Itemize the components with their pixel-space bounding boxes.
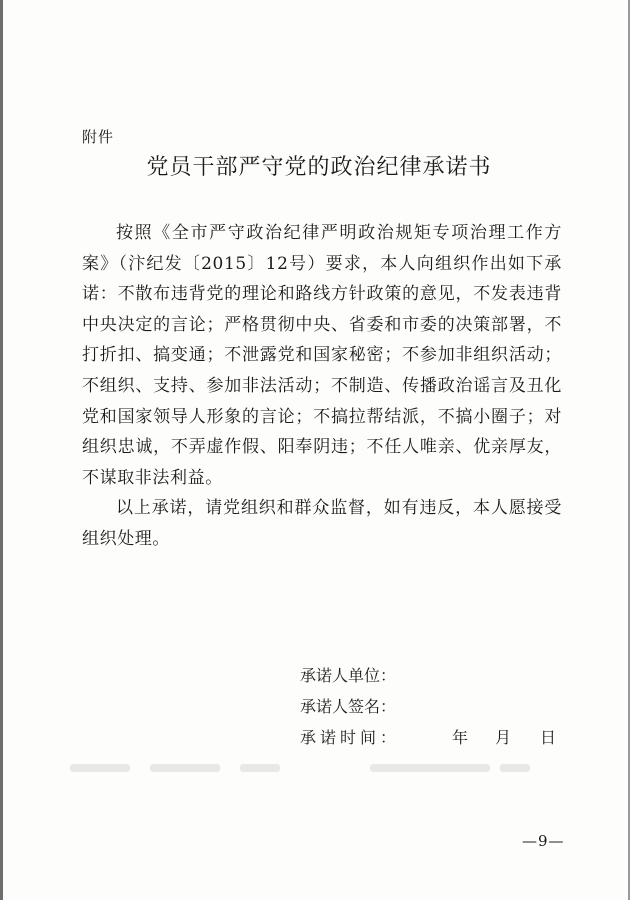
date-month-label: 月: [495, 728, 512, 747]
attachment-label: 附件: [82, 128, 115, 146]
signature-unit-label: 承诺人单位：: [300, 666, 397, 685]
signature-block: [300, 660, 557, 753]
signature-date-line: [300, 722, 557, 753]
page-number: —9—: [522, 832, 565, 850]
signature-date-label: 承诺时间：: [300, 728, 401, 747]
document-body: [82, 218, 562, 555]
body-paragraph-closing: 以上承诺，请党组织和群众监督，如有违反，本人愿接受组织处理。: [82, 498, 562, 549]
document-title: 党员干部严守党的政治纪律承诺书: [146, 155, 492, 180]
signature-name-line: [300, 691, 400, 722]
date-day-label: 日: [540, 728, 557, 747]
signature-unit-line: [300, 660, 400, 691]
date-year-label: 年: [452, 728, 469, 747]
body-paragraph-pledge: 按照《全市严守政治纪律严明政治规矩专项治理工作方案》（汴纪发〔2015〕12号）要求，本人向组织作出如下承诺：不散布违背党的理论和路线方针政策的意见，不发表违背中央决定的言论；严格贯彻中央、省委和市委的决策部署，不打折扣、搞变通；不泄露党和国家秘密；不参加非组织活动；不组织、支持、参加非法活动；不制造、传播政治谣言及丑化党和国家领导人形象的言论；不搞拉帮结派，不搞小圈子；对组织忠诚，不弄虚作假、阳奉阴违；不任人唯亲、优亲厚友，不谋取非法利益。: [82, 223, 562, 488]
faded-bleed-through-text: [70, 760, 530, 776]
scan-edge-left: [0, 0, 3, 900]
signature-name-label: 承诺人签名：: [300, 697, 397, 716]
